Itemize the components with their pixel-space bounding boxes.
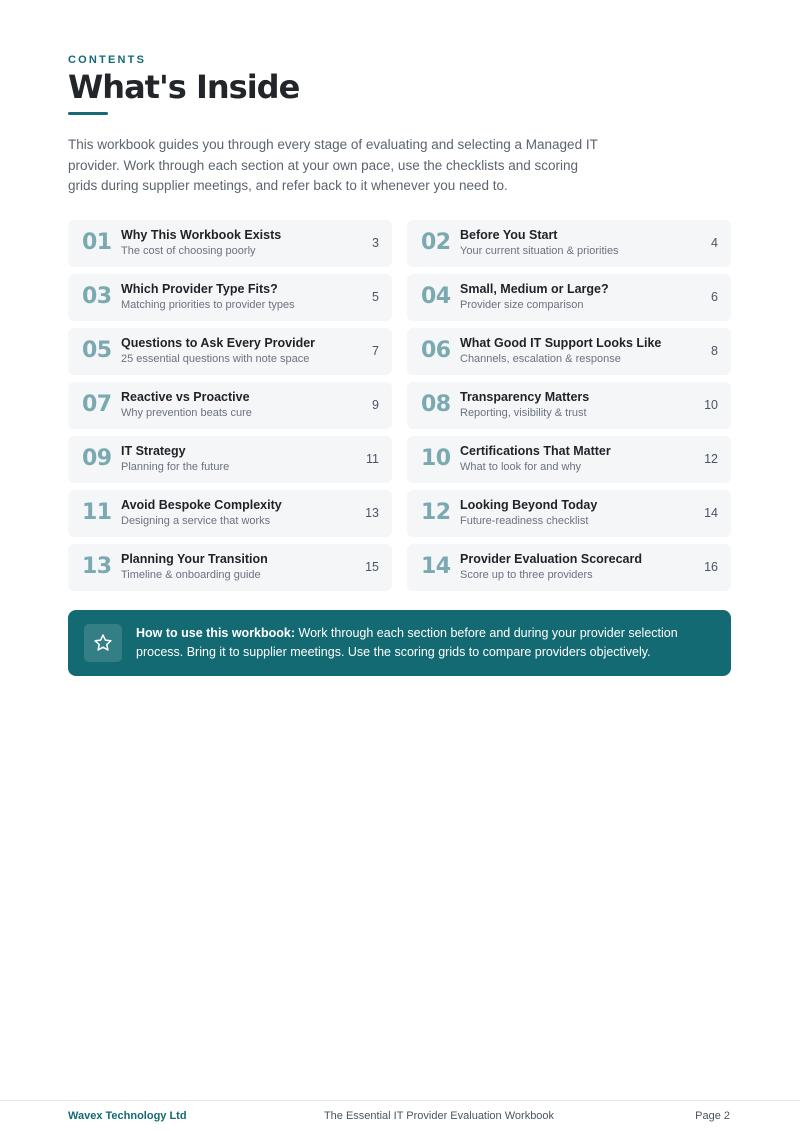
toc-page-number: 3 xyxy=(372,236,379,250)
toc-item-05[interactable] xyxy=(68,328,392,375)
toc-subtitle: Designing a service that works xyxy=(121,515,271,527)
toc-title: Certifications That Matter xyxy=(460,444,611,458)
toc-item-07[interactable] xyxy=(68,382,392,429)
callout-label: How to use this workbook: xyxy=(136,626,296,640)
usage-callout xyxy=(68,610,731,676)
toc-number: 06 xyxy=(421,338,451,363)
toc-number: 04 xyxy=(421,284,451,309)
toc-subtitle: What to look for and why xyxy=(460,461,582,473)
toc-item-06[interactable] xyxy=(407,328,731,375)
toc-item-01[interactable] xyxy=(68,220,392,267)
title-underline xyxy=(68,112,108,115)
toc-item-11[interactable] xyxy=(68,490,392,537)
toc-page-number: 10 xyxy=(704,398,718,412)
toc-number: 07 xyxy=(82,392,112,417)
contents-eyebrow: CONTENTS xyxy=(68,54,147,66)
toc-subtitle: The cost of choosing poorly xyxy=(121,245,256,257)
toc-item-08[interactable] xyxy=(407,382,731,429)
toc-subtitle: 25 essential questions with note space xyxy=(121,353,310,365)
toc-page-number: 9 xyxy=(372,398,379,412)
toc-title: What Good IT Support Looks Like xyxy=(460,336,662,350)
toc-subtitle: Planning for the future xyxy=(121,461,230,473)
toc-subtitle: Your current situation & priorities xyxy=(460,245,619,257)
toc-subtitle: Matching priorities to provider types xyxy=(121,299,295,311)
toc-title: Why This Workbook Exists xyxy=(121,228,282,242)
toc-item-12[interactable] xyxy=(407,490,731,537)
intro-paragraph: This workbook guides you through every stage of evaluating and selecting a Managed IT provider. Work through each section at your own pace, use the checklists and scoring grids during supplier meetings, and refer back to it whenever you need to. xyxy=(68,137,598,193)
toc-number: 05 xyxy=(82,338,112,363)
toc-number: 12 xyxy=(421,500,451,525)
toc-page-number: 14 xyxy=(704,506,718,520)
toc-number: 01 xyxy=(82,230,112,255)
callout-text xyxy=(136,624,721,662)
contents-grid xyxy=(68,220,731,591)
toc-item-13[interactable] xyxy=(68,544,392,591)
toc-page-number: 5 xyxy=(372,290,379,304)
star-icon xyxy=(84,624,122,662)
toc-title: IT Strategy xyxy=(121,444,186,458)
toc-page-number: 4 xyxy=(711,236,718,250)
toc-title: Small, Medium or Large? xyxy=(460,282,609,296)
toc-title: Planning Your Transition xyxy=(121,552,268,566)
toc-title: Reactive vs Proactive xyxy=(121,390,250,404)
toc-page-number: 13 xyxy=(365,506,379,520)
toc-subtitle: Why prevention beats cure xyxy=(121,407,252,419)
toc-item-04[interactable] xyxy=(407,274,731,321)
toc-page-number: 8 xyxy=(711,344,718,358)
toc-item-02[interactable] xyxy=(407,220,731,267)
toc-subtitle: Future-readiness checklist xyxy=(460,515,589,527)
toc-number: 09 xyxy=(82,446,112,471)
footer-company: Wavex Technology Ltd xyxy=(68,1110,187,1122)
footer-document-title: The Essential IT Provider Evaluation Workbook xyxy=(323,1110,555,1122)
toc-title: Before You Start xyxy=(460,228,558,242)
toc-page-number: 16 xyxy=(704,560,718,574)
page-title: What's Inside xyxy=(68,68,300,106)
toc-subtitle: Score up to three providers xyxy=(460,569,593,581)
toc-page-number: 11 xyxy=(366,452,379,466)
toc-number: 14 xyxy=(421,554,451,579)
toc-item-14[interactable] xyxy=(407,544,731,591)
toc-title: Questions to Ask Every Provider xyxy=(121,336,316,350)
toc-subtitle: Provider size comparison xyxy=(460,299,584,311)
toc-title: Avoid Bespoke Complexity xyxy=(121,498,282,512)
toc-page-number: 15 xyxy=(365,560,379,574)
toc-item-10[interactable] xyxy=(407,436,731,483)
toc-number: 03 xyxy=(82,284,112,309)
toc-page-number: 12 xyxy=(704,452,718,466)
toc-item-03[interactable] xyxy=(68,274,392,321)
toc-number: 02 xyxy=(421,230,451,255)
toc-page-number: 7 xyxy=(372,344,379,358)
toc-subtitle: Timeline & onboarding guide xyxy=(121,569,261,581)
toc-item-09[interactable] xyxy=(68,436,392,483)
toc-page-number: 6 xyxy=(711,290,718,304)
toc-title: Provider Evaluation Scorecard xyxy=(460,552,643,566)
toc-number: 13 xyxy=(82,554,112,579)
toc-subtitle: Reporting, visibility & trust xyxy=(460,407,587,419)
toc-title: Transparency Matters xyxy=(460,390,590,404)
footer-divider xyxy=(0,1100,800,1101)
callout-body: Work through each section before and during your provider selection process. Bring it to supplier meetings. Use the scoring grids to compare providers objectively. xyxy=(136,626,678,659)
toc-number: 08 xyxy=(421,392,451,417)
footer-page-number: Page 2 xyxy=(695,1110,730,1122)
toc-title: Which Provider Type Fits? xyxy=(121,282,278,296)
toc-title: Looking Beyond Today xyxy=(460,498,598,512)
toc-number: 11 xyxy=(82,500,112,525)
toc-number: 10 xyxy=(421,446,451,471)
toc-subtitle: Channels, escalation & response xyxy=(460,353,621,365)
